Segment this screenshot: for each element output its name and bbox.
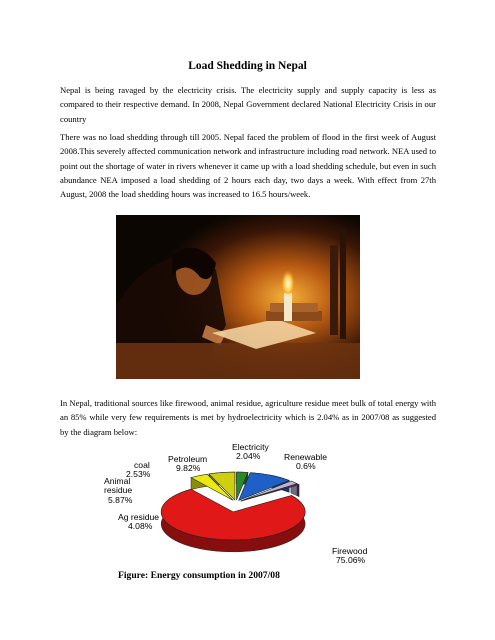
document-title: Load Shedding in Nepal — [188, 60, 307, 72]
slice-label-renewable: Renewable 0.6% — [284, 452, 327, 472]
slice-label-petroleum: Petroleum 9.82% — [168, 454, 208, 474]
slice-label-electricity: Electricity 2.04% — [232, 442, 269, 462]
energy-pie-chart — [88, 439, 384, 571]
paragraph-history: There was no load shedding through till 2005. Nepal faced the problem of flood in the first week of August 2008.This severely affected communication network and infrastructure including road network. NEA used to point out the shortage of water in rivers whenever it came up with a load shedding schedule, but even in such abundance NEA imposed a load shedding of 2 hours each day, two days a week. With effect from 27th August, 2008 the load shedding hours was increased to 16.5 hours/week. — [60, 132, 436, 200]
figure-caption: Figure: Energy consumption in 2007/08 — [118, 570, 280, 581]
candlelight-photo — [116, 215, 360, 379]
pie-slice-side-renewable — [297, 484, 299, 497]
paragraph-intro: Nepal is being ravaged by the electricity crisis. The electricity supply and supply capacity is less as compared to their respective demand. In 2008, Nepal Government declared National Electricity Crisis in our country — [60, 85, 436, 124]
paragraph-energy-sources: In Nepal, traditional sources like firewood, animal residue, agriculture residue meet bulk of total energy with an 85% while very few requirements is met by hydroelectricity which is 2.04% as in 2007/08 as suggested by the diagram below: — [60, 398, 436, 437]
slice-label-coal: coal 2.53% — [126, 460, 151, 480]
slice-label-ag-residue: Ag residue 4.08% — [118, 512, 160, 532]
slice-label-animal-residue: Animal residue 5.87% — [104, 476, 133, 505]
slice-label-firewood: Firewood 75.06% — [332, 546, 368, 566]
